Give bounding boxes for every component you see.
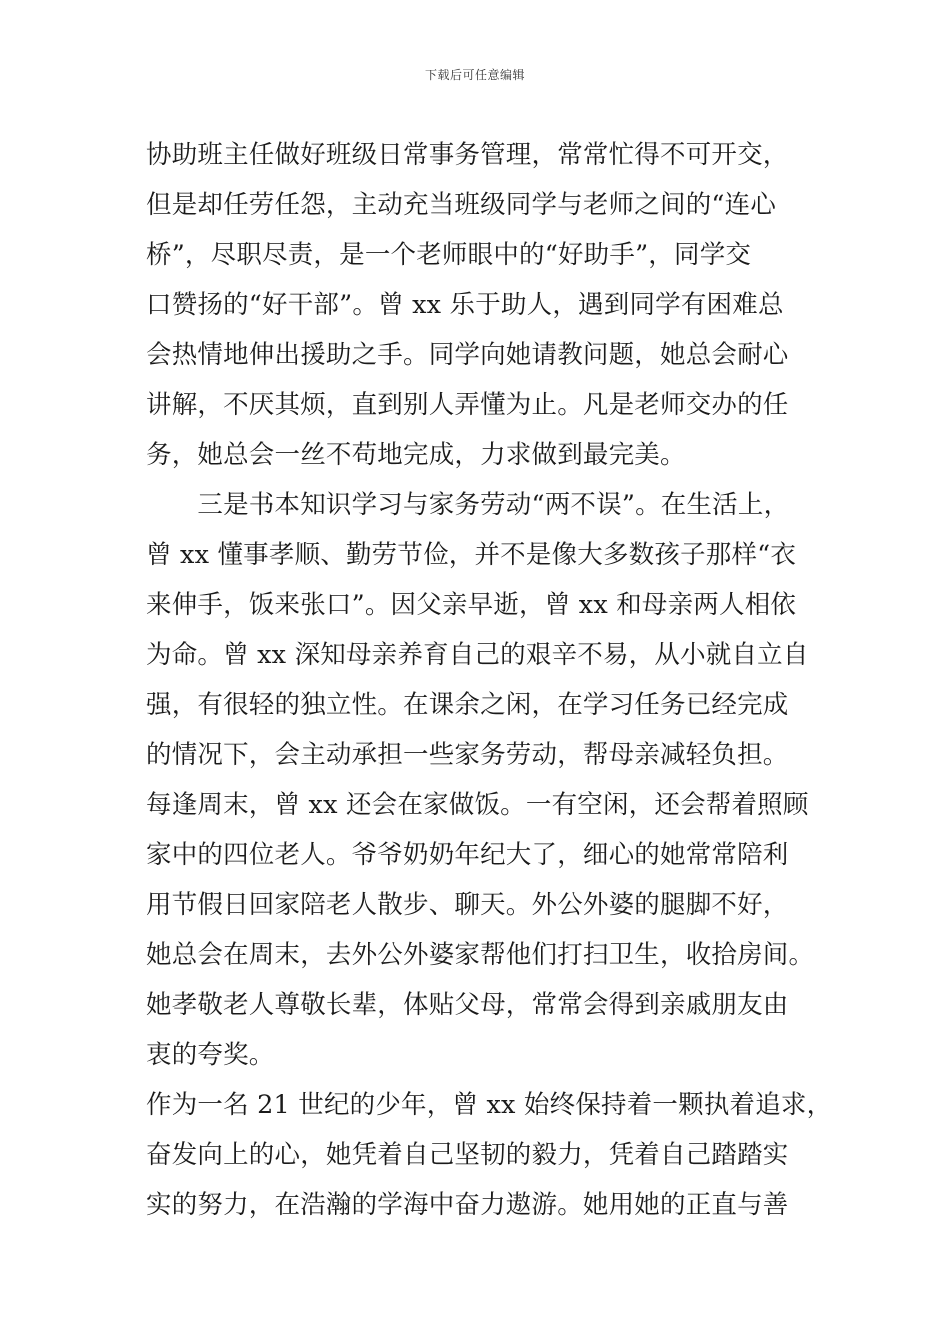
text-line: 的情况下，会主动承担一些家务劳动，帮母亲减轻负担。 bbox=[146, 740, 789, 770]
text-line: 每逢周末，曾 xx 还会在家做饭。一有空闲，还会帮着照顾 bbox=[146, 790, 809, 820]
text-line: 实的努力，在浩瀚的学海中奋力遨游。她用她的正直与善 bbox=[146, 1190, 789, 1220]
text-line: 强，有很轻的独立性。在课余之闲，在学习任务已经完成 bbox=[146, 690, 789, 720]
text-line: 衷的夸奖。 bbox=[146, 1040, 275, 1070]
text-line: 来伸手，饭来张口”。因父亲早逝，曾 xx 和母亲两人相依 bbox=[146, 590, 797, 620]
text-line: 奋发向上的心，她凭着自己坚韧的毅力，凭着自己踏踏实 bbox=[146, 1140, 789, 1170]
document-body bbox=[146, 130, 833, 1230]
text-line: 她孝敬老人尊敬长辈，体贴父母，常常会得到亲戚朋友由 bbox=[146, 990, 789, 1020]
text-line: 但是却任劳任怨，主动充当班级同学与老师之间的“连心 bbox=[146, 190, 777, 220]
text-line: 会热情地伸出援助之手。同学向她请教问题，她总会耐心 bbox=[146, 340, 789, 370]
text-line: 为命。曾 xx 深知母亲养育自己的艰辛不易，从小就自立自 bbox=[146, 640, 809, 670]
text-line: 口赞扬的“好干部”。曾 xx 乐于助人，遇到同学有困难总 bbox=[146, 290, 784, 320]
text-line: 协助班主任做好班级日常事务管理，常常忙得不可开交， bbox=[146, 140, 789, 170]
text-line: 讲解，不厌其烦，直到别人弄懂为止。凡是老师交办的任 bbox=[146, 390, 789, 420]
text-line: 曾 xx 懂事孝顺、勤劳节俭，并不是像大多数孩子那样“衣 bbox=[146, 540, 797, 570]
text-line: 家中的四位老人。爷爷奶奶年纪大了，细心的她常常陪利 bbox=[146, 840, 789, 870]
text-line: 三是书本知识学习与家务劳动“两不误”。在生活上， bbox=[146, 490, 790, 520]
text-line: 她总会在周末，去外公外婆家帮他们打扫卫生，收拾房间。 bbox=[146, 940, 815, 970]
text-line: 务，她总会一丝不苟地完成，力求做到最完美。 bbox=[146, 440, 686, 470]
text-line: 用节假日回家陪老人散步、聊天。外公外婆的腿脚不好， bbox=[146, 890, 789, 920]
text-line: 作为一名 21 世纪的少年，曾 xx 始终保持着一颗执着追求， bbox=[146, 1090, 833, 1120]
text-line: 桥”，尽职尽责，是一个老师眼中的“好助手”，同学交 bbox=[146, 240, 752, 270]
page-header: 下载后可任意编辑 bbox=[424, 68, 525, 82]
